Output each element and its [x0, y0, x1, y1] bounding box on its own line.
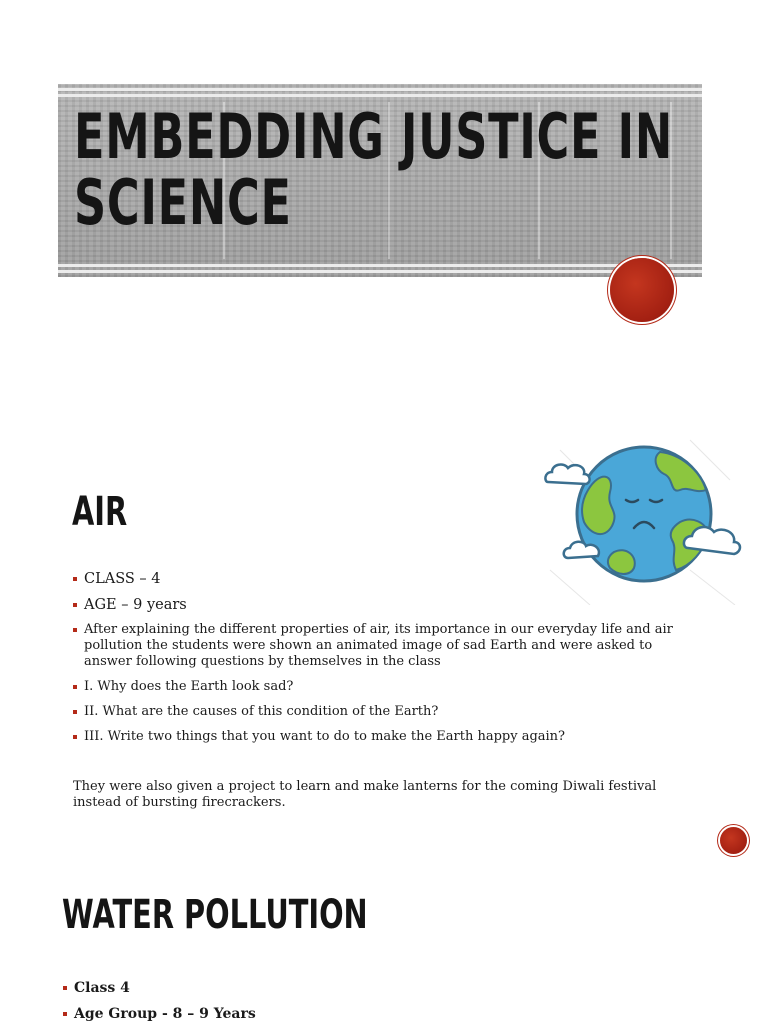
decorative-red-circle	[610, 258, 674, 322]
section-heading-air: AIR	[72, 489, 128, 535]
list-item: III. Write two things that you want to do to make the Earth happy again?	[72, 729, 692, 745]
list-item: Class 4	[62, 979, 662, 997]
water-bullet-list	[62, 979, 662, 1031]
list-item: CLASS – 4	[72, 570, 692, 588]
list-item: I. Why does the Earth look sad?	[72, 679, 692, 695]
list-item: AGE – 9 years	[72, 596, 692, 614]
slide-title: EMBEDDING JUSTICE IN SCIENCE	[74, 100, 673, 239]
air-bullet-list	[72, 570, 692, 754]
section-heading-water-pollution: WATER POLLUTION	[62, 892, 368, 938]
decorative-red-circle	[720, 827, 747, 854]
list-item: Age Group - 8 – 9 Years	[62, 1005, 662, 1023]
list-item: II. What are the causes of this condition of the Earth?	[72, 704, 692, 720]
project-note: They were also given a project to learn and make lanterns for the coming Diwali festival instead of bursting firecrackers.	[73, 779, 657, 810]
list-item: After explaining the different properties of air, its importance in our everyday life and air pollution the students were shown an animated image of sad Earth and were asked to answer following questions by themselves in the class	[72, 622, 692, 670]
